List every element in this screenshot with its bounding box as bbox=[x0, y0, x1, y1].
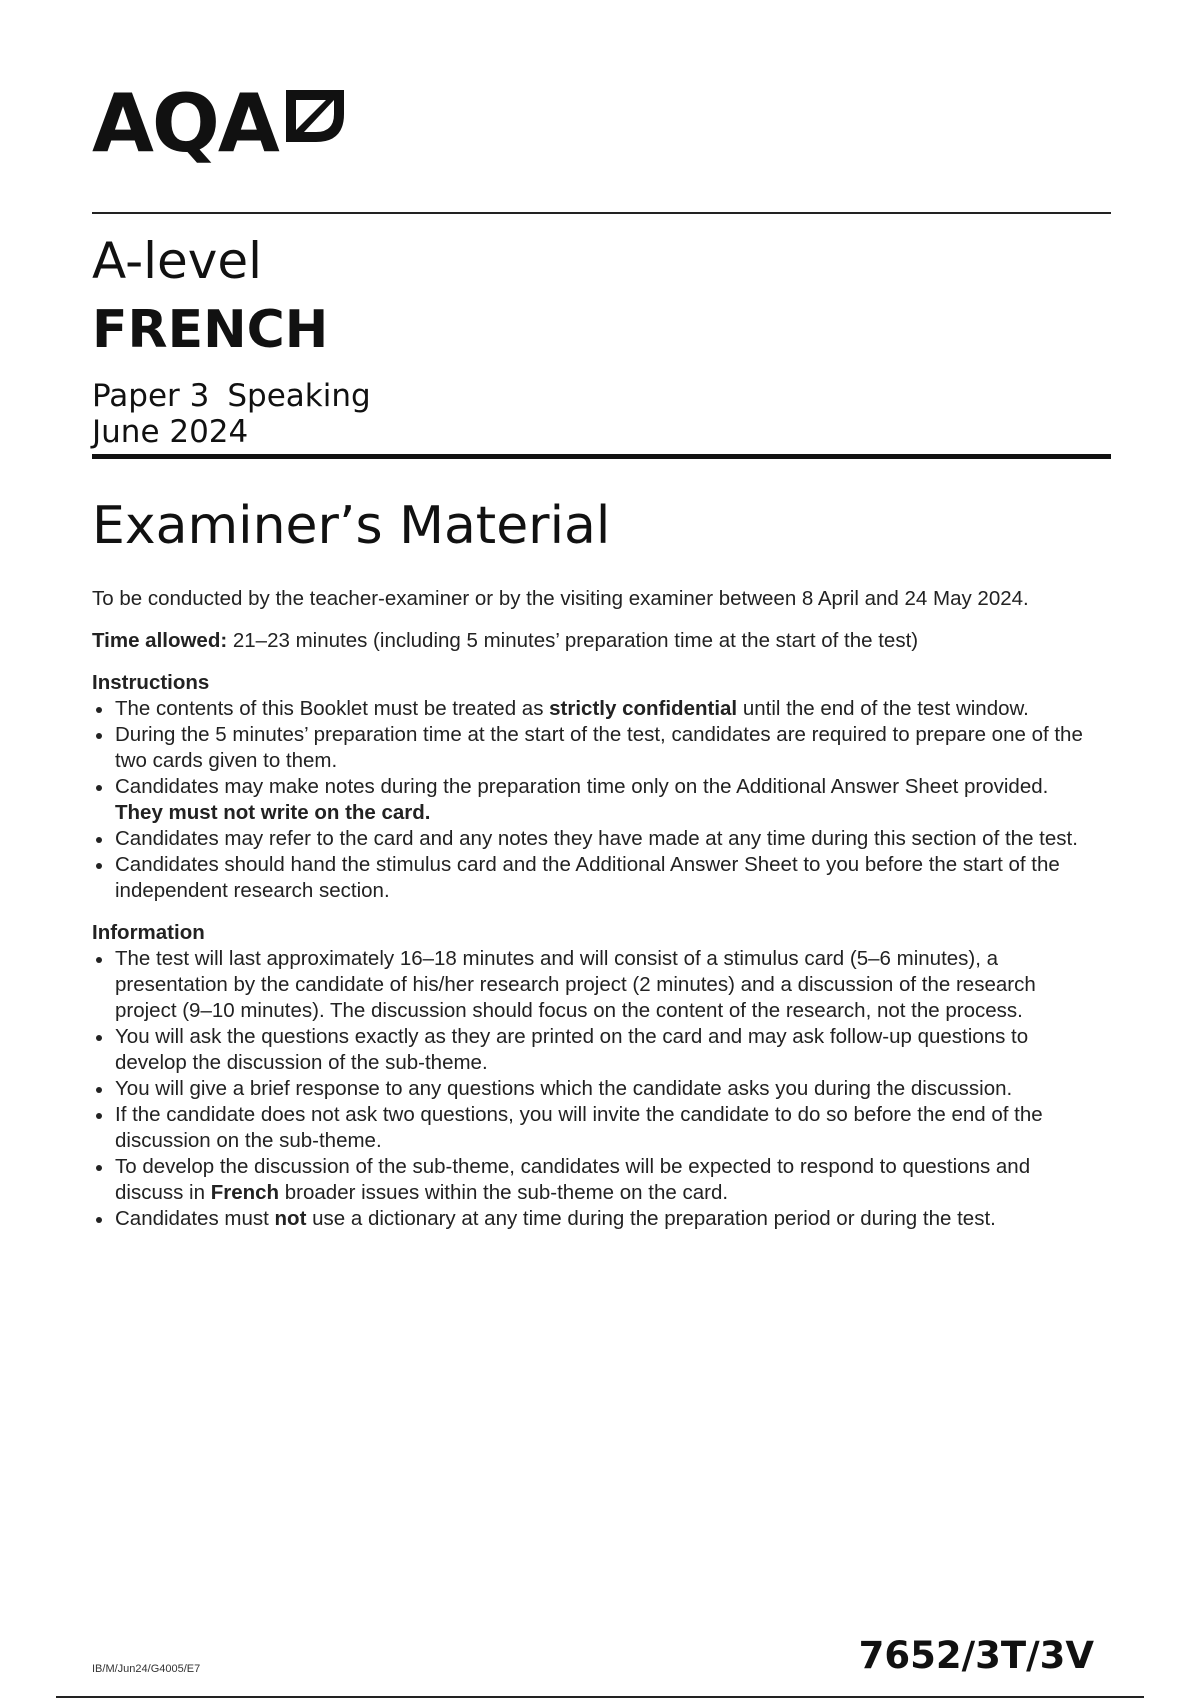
exam-date: June 2024 bbox=[92, 414, 249, 450]
subject-title: FRENCH bbox=[92, 300, 329, 360]
title-divider bbox=[92, 454, 1111, 459]
paper-code: 7652/3T/3V bbox=[858, 1634, 1094, 1677]
instruction-item: The contents of this Booklet must be treated as strictly confidential until the end of the test window. bbox=[92, 696, 1092, 722]
information-item: If the candidate does not ask two questions, you will invite the candidate to do so before the end of the discussion on the sub-theme. bbox=[92, 1102, 1092, 1154]
time-allowed-value: 21–23 minutes (including 5 minutes’ preparation time at the start of the test) bbox=[227, 629, 919, 652]
document-body bbox=[92, 586, 1092, 1248]
paper-number: Paper 3 bbox=[92, 378, 210, 414]
header-divider bbox=[92, 212, 1111, 214]
information-item: The test will last approximately 16–18 minutes and will consist of a stimulus card (5–6 minutes), a presentation by the candidate of his/her research project (2 minutes) and a discussion of the research project (9–10 minutes). The discussion should focus on the content of the research, not the process. bbox=[92, 946, 1092, 1024]
document-title: Examiner’s Material bbox=[92, 496, 611, 556]
instruction-item: Candidates may refer to the card and any notes they have made at any time during this section of the test. bbox=[92, 826, 1092, 852]
information-list bbox=[92, 946, 1092, 1232]
instruction-item: During the 5 minutes’ preparation time at the start of the test, candidates are required to prepare one of the two cards given to them. bbox=[92, 722, 1092, 774]
footer-reference: IB/M/Jun24/G4005/E7 bbox=[92, 1663, 201, 1675]
information-item: To develop the discussion of the sub-theme, candidates will be expected to respond to questions and discuss in French broader issues within the sub-theme on the card. bbox=[92, 1154, 1092, 1206]
intro-paragraph: To be conducted by the teacher-examiner or by the visiting examiner between 8 April and 24 May 2024. bbox=[92, 587, 1029, 610]
paper-component: Speaking bbox=[227, 378, 371, 414]
time-allowed-label: Time allowed: bbox=[92, 629, 228, 652]
information-heading: Information bbox=[92, 921, 205, 944]
qualification-level: A-level bbox=[92, 232, 263, 290]
instruction-item: Candidates should hand the stimulus card and the Additional Answer Sheet to you before the start of the independent research section. bbox=[92, 852, 1092, 904]
time-allowed bbox=[92, 628, 1092, 654]
information-item: You will give a brief response to any questions which the candidate asks you during the discussion. bbox=[92, 1076, 1092, 1102]
aqa-logo bbox=[92, 77, 344, 170]
information-item: Candidates must not use a dictionary at any time during the preparation period or during the test. bbox=[92, 1206, 1092, 1232]
instruction-item: Candidates may make notes during the preparation time only on the Additional Answer Sheet provided. They must not write on the card. bbox=[92, 774, 1092, 826]
paper-details bbox=[92, 378, 371, 450]
instructions-heading: Instructions bbox=[92, 671, 210, 694]
logo-wordmark: AQA bbox=[92, 77, 278, 170]
information-item: You will ask the questions exactly as they are printed on the card and may ask follow-up questions to develop the discussion of the sub-theme. bbox=[92, 1024, 1092, 1076]
aqa-logo-mark-icon bbox=[286, 84, 344, 142]
instructions-list bbox=[92, 696, 1092, 904]
footer-divider bbox=[56, 1696, 1144, 1698]
